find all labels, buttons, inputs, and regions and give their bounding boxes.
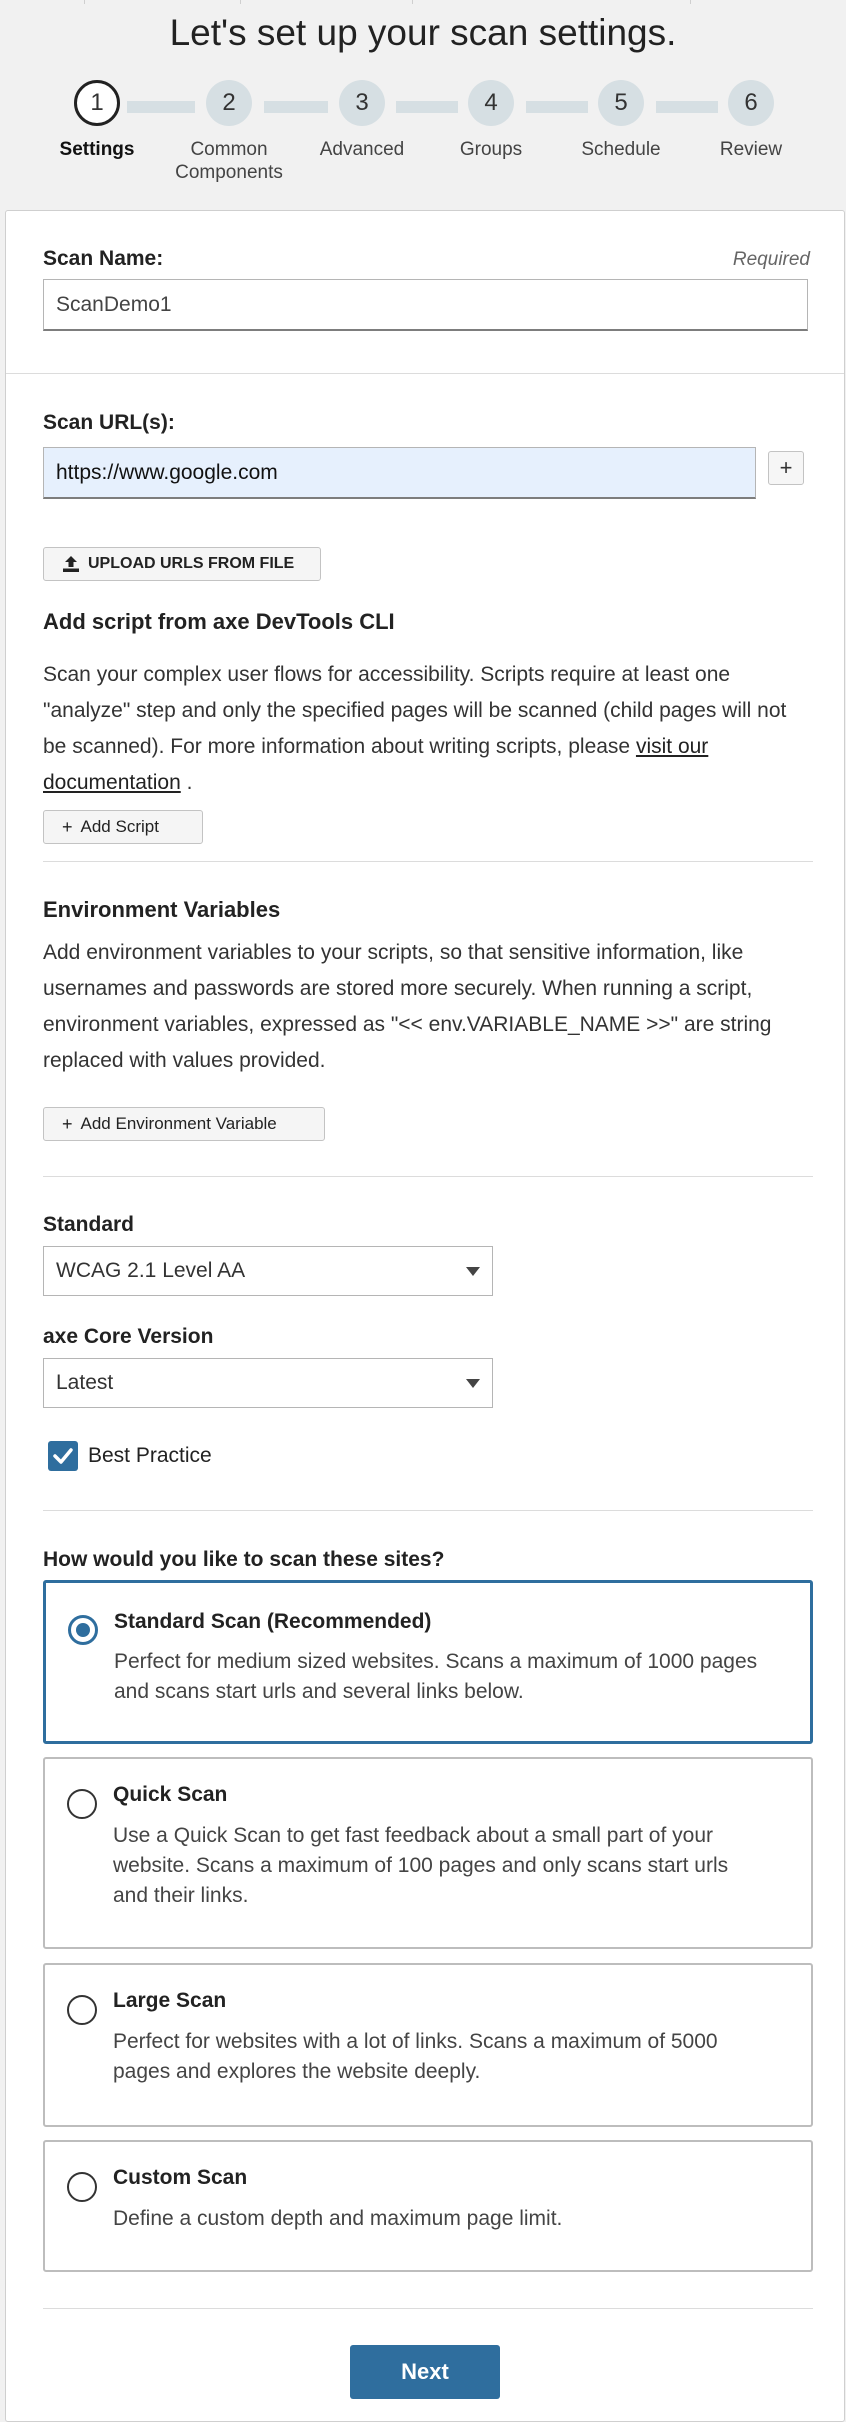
scan-name-value: ScanDemo1 (56, 292, 172, 316)
page-title: Let's set up your scan settings. (169, 12, 677, 53)
quick-scan-option[interactable] (43, 1757, 813, 1949)
step-number: 5 (598, 80, 644, 126)
settings-card (5, 210, 845, 2422)
add-env-variable-label: Add Environment Variable (80, 1114, 277, 1133)
step-number: 1 (74, 80, 120, 126)
radio-selected[interactable] (68, 1615, 98, 1645)
scan-type-question: How would you like to scan these sites? (43, 1548, 445, 1571)
step-schedule[interactable] (551, 80, 691, 161)
radio-unselected[interactable] (67, 2172, 97, 2202)
radio-unselected[interactable] (67, 1789, 97, 1819)
step-common-components[interactable] (159, 80, 299, 184)
step-label: Schedule (581, 139, 661, 160)
axe-core-selected: Latest (56, 1371, 114, 1394)
checkmark-icon (52, 1445, 74, 1467)
step-number: 2 (206, 80, 252, 126)
large-scan-option[interactable] (43, 1963, 813, 2127)
custom-scan-option[interactable] (43, 2140, 813, 2272)
upload-urls-label: UPLOAD URLS FROM FILE (88, 555, 295, 572)
documentation-link[interactable]: visit our documentation (43, 735, 709, 794)
option-title: Custom Scan (113, 2166, 248, 2189)
chevron-down-icon (466, 1267, 480, 1276)
scan-name-label: Scan Name: (43, 247, 164, 270)
axe-core-label: axe Core Version (43, 1325, 214, 1348)
chevron-down-icon (466, 1379, 480, 1388)
required-indicator: Required (732, 249, 810, 270)
add-env-variable-button[interactable] (43, 1107, 325, 1141)
script-description (43, 657, 813, 801)
step-number: 3 (339, 80, 385, 126)
best-practice-checkbox[interactable] (48, 1441, 78, 1471)
divider (43, 1510, 813, 1511)
step-label: Common Components (175, 139, 283, 183)
scan-name-input[interactable] (43, 279, 808, 331)
upload-urls-button[interactable] (43, 547, 321, 581)
option-description: Use a Quick Scan to get fast feedback about a small part of your website. Scans a maximum of 100 pages and only scans start urls and their links. (113, 1824, 729, 1907)
step-settings[interactable] (27, 80, 167, 161)
standard-scan-option[interactable] (43, 1580, 813, 1744)
standard-selected: WCAG 2.1 Level AA (56, 1259, 246, 1282)
add-script-button[interactable] (43, 810, 203, 844)
script-description-end: . (186, 771, 193, 794)
step-advanced[interactable] (292, 80, 432, 161)
script-description-text: Scan your complex user flows for accessibility. Scripts require at least one "analyze" step and only the specified pages will be scanned (child pages will not be scanned). For more information about writing scripts, please (43, 663, 787, 758)
divider (43, 2308, 813, 2309)
best-practice-label: Best Practice (88, 1444, 212, 1467)
step-groups[interactable] (421, 80, 561, 161)
scan-url-value: https://www.google.com (56, 460, 278, 484)
option-description: Define a custom depth and maximum page limit. (113, 2207, 563, 2230)
add-url-button[interactable]: + (768, 451, 804, 485)
upload-icon (62, 555, 80, 573)
step-review[interactable] (681, 80, 821, 161)
step-label: Advanced (319, 139, 405, 160)
top-edge-lines (0, 0, 846, 4)
option-title: Standard Scan (Recommended) (114, 1610, 432, 1633)
radio-unselected[interactable] (67, 1995, 97, 2025)
option-title: Large Scan (113, 1989, 227, 2012)
standard-select[interactable] (43, 1246, 493, 1296)
divider (43, 861, 813, 862)
script-heading: Add script from axe DevTools CLI (43, 609, 395, 634)
scan-url-input[interactable] (43, 447, 756, 499)
option-description: Perfect for websites with a lot of links. Scans a maximum of 5000 pages and explores the website deeply. (113, 2030, 718, 2083)
add-script-label: Add Script (80, 817, 159, 836)
env-heading: Environment Variables (43, 897, 281, 922)
step-label: Groups (459, 139, 523, 160)
step-label: Settings (59, 139, 135, 160)
plus-icon: + (62, 816, 73, 837)
step-number: 4 (468, 80, 514, 126)
option-description: Perfect for medium sized websites. Scans a maximum of 1000 pages and scans start urls and several links below. (114, 1650, 758, 1703)
divider (43, 1176, 813, 1177)
standard-label: Standard (43, 1213, 135, 1236)
step-label: Review (719, 139, 783, 160)
scan-urls-label: Scan URL(s): (43, 411, 175, 434)
next-button[interactable]: Next (350, 2345, 500, 2399)
option-title: Quick Scan (113, 1783, 228, 1806)
step-number: 6 (728, 80, 774, 126)
env-description: Add environment variables to your scripts, so that sensitive information, like usernames and passwords are stored more securely. When running a script, environment variables, expressed as "<< env.VARIABLE_NAME >>" are string replaced with values provided. (43, 941, 772, 1072)
plus-icon: + (62, 1113, 73, 1134)
axe-core-select[interactable] (43, 1358, 493, 1408)
divider (6, 373, 844, 374)
